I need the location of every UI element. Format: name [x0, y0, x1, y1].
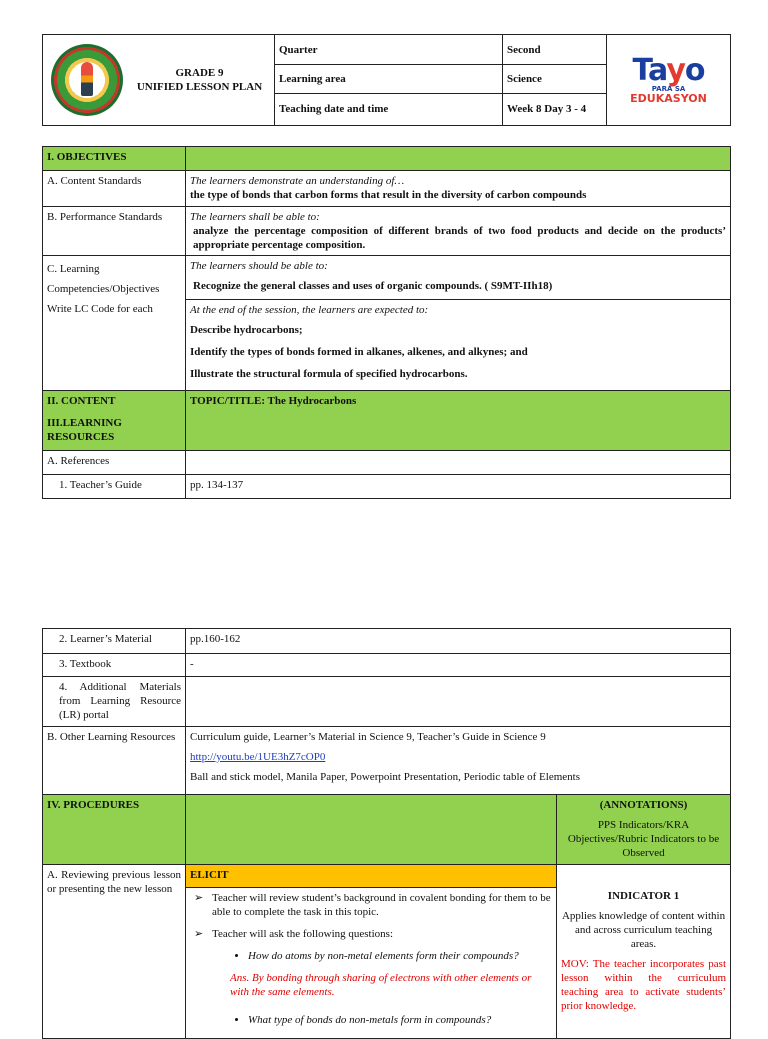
teaching-date-label: Teaching date and time [275, 93, 503, 125]
header-table [42, 34, 731, 126]
learning-resources-heading: III.LEARNING RESOURCES [47, 417, 122, 443]
step-a-label: A. Reviewing previous lesson or presenting the new lesson [43, 865, 186, 1039]
resources-procedures-table [42, 628, 731, 1039]
teachers-guide-label: 1. Teacher’s Guide [43, 475, 186, 499]
objective-item: Illustrate the structural formula of specified hydrocarbons. [190, 368, 468, 380]
elicit-bullet-list [190, 891, 552, 941]
header-title-cell [43, 35, 275, 126]
additional-materials-label: 4. Additional Materials from Learning Resource (LR) portal [43, 677, 186, 727]
competencies-intro: The learners should be able to: [190, 260, 328, 272]
elicit-bullet: ➢ Teacher will review student’s background in covalent bonding for them to be able to complete the task in this topic. [190, 891, 552, 919]
content-standards-intro: The learners demonstrate an understanding of… [190, 175, 405, 187]
objective-item: Identify the types of bonds formed in alkanes, alkenes, and alkynes; and [190, 346, 528, 358]
objectives-table [42, 146, 731, 499]
other-resources-line3: Ball and stick model, Manila Paper, Powerpoint Presentation, Periodic table of Elements [190, 771, 580, 783]
content-heading: II. CONTENT [47, 395, 116, 407]
performance-standards-intro: The learners shall be able to: [190, 211, 320, 223]
question-1: • How do atoms by non-metal elements form their compounds? [248, 949, 552, 963]
objectives-heading: I. OBJECTIVES [43, 147, 186, 171]
learners-material-value: pp.160-162 [186, 629, 731, 654]
additional-materials-value [186, 677, 731, 727]
performance-standards-label: B. Performance Standards [43, 207, 186, 256]
answer-1: Ans. By bonding through sharing of electrons with other elements or with the same elements. [230, 972, 532, 998]
performance-standards-text: analyze the percentage composition of different brands of two food products and decide on the products’ appropriate percentage composition. [193, 225, 726, 251]
session-intro: At the end of the session, the learners are expected to: [190, 304, 429, 316]
quarter-label: Quarter [275, 35, 503, 65]
content-standards-text: the type of bonds that carbon forms that result in the diversity of carbon compounds [190, 189, 587, 201]
annotations-sub: PPS Indicators/KRA Objectives/Rubric Indicators to be Observed [567, 819, 720, 859]
tayo-logo-icon: Tayo PARA SA EDUKASYON [630, 53, 707, 105]
objective-item: Describe hydrocarbons; [190, 324, 303, 336]
mov-text: MOV: The teacher incorporates past lesson within the curriculum teaching area to activate students’ prior knowledge. [561, 958, 727, 1012]
learners-material-label: 2. Learner’s Material [43, 629, 186, 654]
annotations-heading: (ANNOTATIONS) [599, 799, 688, 811]
learning-area-value: Science [503, 65, 607, 93]
textbook-value: - [186, 654, 731, 677]
question-list [190, 949, 552, 963]
procedures-heading: IV. PROCEDURES [43, 795, 186, 865]
question-list [190, 1013, 552, 1027]
tayo-logo-cell [607, 35, 731, 126]
textbook-label: 3. Textbook [43, 654, 186, 677]
indicator-text: Applies knowledge of content within and across curriculum teaching areas. [561, 910, 726, 950]
content-standards-label: A. Content Standards [43, 171, 186, 207]
learning-area-label: Learning area [275, 65, 503, 93]
teachers-guide-value: pp. 134-137 [186, 475, 731, 499]
topic-title: TOPIC/TITLE: The Hydrocarbons [186, 391, 731, 451]
quarter-value: Second [503, 35, 607, 65]
elicit-bullet: ➢ Teacher will ask the following questions: [190, 927, 552, 941]
grade-title: GRADE 9 [175, 67, 224, 79]
question-2: • What type of bonds do non-metals form in compounds? [248, 1013, 552, 1027]
plan-title: UNIFIED LESSON PLAN [136, 81, 263, 93]
other-resources-line1: Curriculum guide, Learner’s Material in Science 9, Teacher’s Guide in Science 9 [190, 731, 546, 743]
deped-seal-icon [51, 44, 123, 116]
competencies-label: C. Learning Competencies/Objectives [47, 263, 160, 295]
competencies-lc-code-label: Write LC Code for each [47, 303, 153, 315]
indicator-title: INDICATOR 1 [607, 890, 680, 902]
teaching-date-value: Week 8 Day 3 - 4 [503, 93, 607, 125]
youtube-link[interactable]: http://youtu.be/1UE3hZ7cOP0 [190, 751, 326, 763]
other-resources-label: B. Other Learning Resources [43, 727, 186, 795]
competencies-text: Recognize the general classes and uses of organic compounds. ( S9MT-IIh18) [193, 280, 553, 292]
references-label: A. References [43, 451, 186, 475]
elicit-label: ELICIT [186, 865, 557, 888]
